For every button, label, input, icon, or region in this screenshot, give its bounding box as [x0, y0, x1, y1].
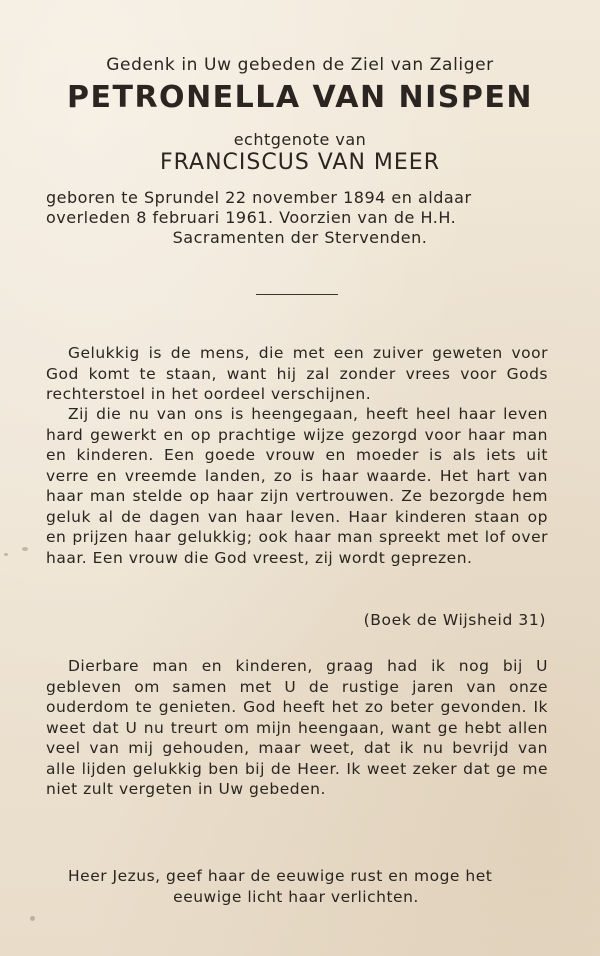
spouse-name: FRANCISCUS VAN MEER [159, 150, 440, 175]
spouse-label: echtgenote van [233, 130, 367, 149]
biography [46, 188, 554, 248]
bio-line-birth: geboren te Sprundel 22 november 1894 en aldaar [46, 188, 472, 207]
deceased-name: PETRONELLA VAN NISPEN [67, 80, 533, 115]
paper-speck [4, 553, 8, 556]
prayer-text [46, 866, 546, 907]
paragraph-text: Zij die nu van ons is heengegaan, heeft heel haar leven hard gewerkt en op prachtige wijze gezorgd voor haar man en kinderen. Een goede vrouw en moeder is als iets uit verre en vreemde landen, zo is haar waarde. Het hart van haar man stelde op haar zijn vertrouwen. Ze bezorgde hem geluk al de dagen van haar leven. Haar kinderen staan op en prijzen haar gelukkig; ook haar man spreekt met lof over haar. Een vrouw die God vreest, zij wordt geprezen. [46, 405, 548, 567]
paragraph-farewell [46, 656, 548, 800]
paragraph-text: Dierbare man en kinderen, graag had ik nog bij U gebleven om samen met U de rustige jaren van onze ouderdom te genieten. God heeft het zo beter gevonden. Ik weet dat U nu treurt om mijn heengaan, want ge hebt allen veel van mij gehouden, maar weet, dat ik nu bevrijd van alle lijden gelukkig ben bij de Heer. Ik weet zeker dat ge me niet zult vergeten in Uw gebeden. [46, 657, 548, 798]
scripture-reference: (Boek de Wijsheid 31) [363, 611, 546, 629]
prayer-line-2: eeuwige licht haar verlichten. [173, 887, 419, 906]
divider-line [256, 294, 338, 295]
paper-speck [30, 916, 35, 921]
prayer-line-1: Heer Jezus, geef haar de eeuwige rust en moge het [68, 867, 493, 885]
bio-line-sacraments: Sacramenten der Stervenden. [172, 228, 428, 247]
paragraph-text: Gelukkig is de mens, die met een zuiver geweten voor God komt te staan, want hij zal zonder vrees voor Gods rechterstoel in het oordeel verschijnen. [46, 344, 548, 403]
paragraph-blessed [46, 343, 548, 405]
bio-line-death: overleden 8 februari 1961. Voorzien van de H.H. [46, 208, 457, 227]
closing-prayer [46, 866, 546, 907]
paragraph-tribute [46, 404, 548, 568]
paper-speck [22, 547, 28, 551]
intro-line: Gedenk in Uw gebeden de Ziel van Zaliger [106, 55, 494, 75]
